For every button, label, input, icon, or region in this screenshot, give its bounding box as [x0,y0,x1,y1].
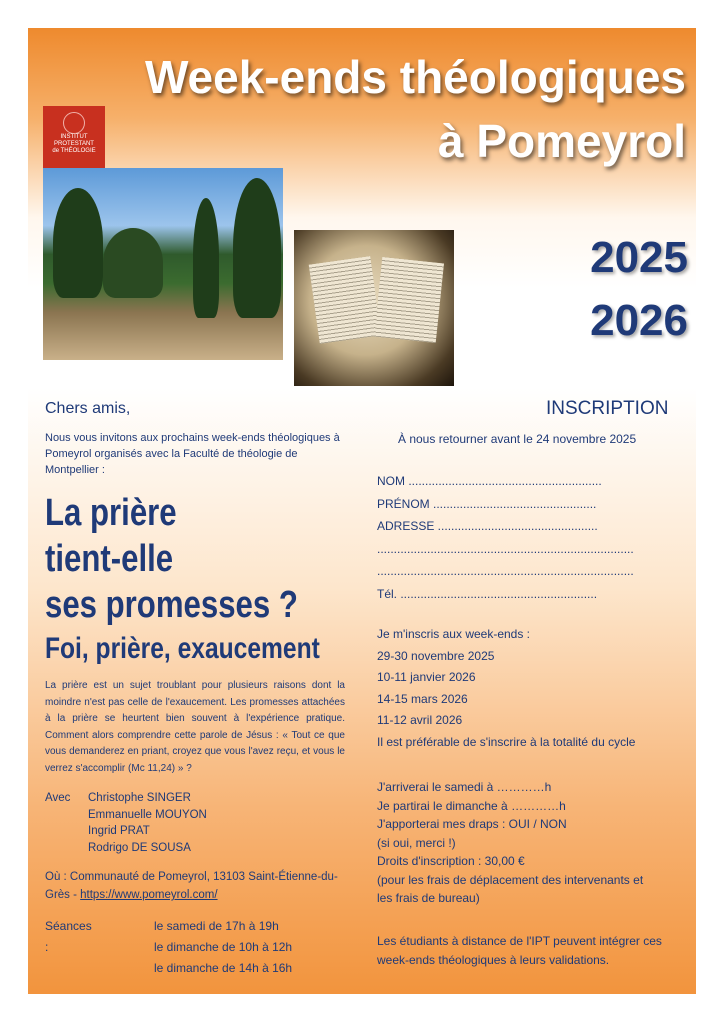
practical-info [377,778,643,908]
form-address-line[interactable]: ............................................................................. [377,564,634,578]
weekend-list [377,624,635,753]
ipt-logo [43,106,105,168]
subtitle: Foi, prière, exaucement [45,632,320,665]
arrival-line: J'arriverai le samedi à …………h [377,780,552,794]
logo-line: INSTITUT [60,134,88,140]
pomeyrol-photo [43,168,283,360]
departure-line: Je partirai le dimanche à …………h [377,798,566,813]
heading-line: ses promesses ? [45,584,298,626]
weekend-date: 14-15 mars 2026 [377,691,468,706]
speaker-name: Christophe SINGER [88,792,191,804]
session-time: le dimanche de 10h à 12h [154,940,293,954]
students-line: Les étudiants à distance de l'IPT peuvent intégrer ces [377,934,662,948]
main-heading [45,490,298,628]
fee-line: Droits d'inscription : 30,00 € [377,854,525,868]
poster [28,28,696,994]
avec-label: Avec [45,792,71,804]
seances-label: Séances : [45,919,92,954]
form-phone-line[interactable]: Tél. ........................................................... [377,586,598,601]
return-deadline: À nous retourner avant le 24 novembre 2025 [398,432,637,446]
sheets-line: J'apporterai mes draps : OUI / NON [377,817,567,831]
weekend-date: 29-30 novembre 2025 [377,648,495,663]
logo-line: de THÉOLOGIE [52,148,96,154]
title-line-1: Week-ends théologiques [144,51,686,103]
speaker-name: Rodrigo DE SOUSA [88,841,191,854]
fee-note: (pour les frais de déplacement des intervenants et [377,872,644,887]
speaker-name: Ingrid PRAT [88,825,150,837]
session-time: le samedi de 17h à 19h [154,919,279,933]
logo-line: PROTESTANT [54,141,94,147]
website-link[interactable]: https://www.pomeyrol.com/ [80,889,218,901]
logo-emblem-icon [63,112,85,134]
session-time: le dimanche de 14h à 16h [154,961,293,975]
form-address-line[interactable]: ADRESSE ................................................ [377,519,598,533]
heading-line: La prière [45,492,177,534]
inscription-heading: INSCRIPTION [546,398,669,419]
fee-note: les frais de bureau) [377,891,480,905]
bible-photo [294,230,454,386]
weekend-date: 11-12 avril 2026 [377,713,463,727]
location [45,868,345,904]
title-line-2: à Pomeyrol [438,115,686,167]
year-2026: 2026 [590,296,688,345]
description: La prière est un sujet troublant pour plusieurs raisons dont la moindre n'est pas celle de l'exaucement. Les promesses attachées à la prière se heurtent bien souvent à l'expérience pratique. Comment alors comprendre cette parole de Jésus : « Tout ce que vous demanderez en priant, croyez que vous l'avez reçu, et vous le verrez s'accomplir (Mc 11,24) » ? [45,680,345,774]
form-name-line[interactable]: NOM .......................................................... [377,474,602,488]
intro-text: Nous vous invitons aux prochains week-ends théologiques à Pomeyrol organisés avec la Faculté de théologie de Montpellier : [45,432,340,476]
cycle-note: Il est préférable de s'inscrire à la totalité du cycle [377,734,636,749]
weekends-label: Je m'inscris aux week-ends : [377,627,531,641]
location-text: Où : Communauté de Pomeyrol, 13103 Saint-Étienne-du-Grès - [45,871,338,901]
students-note [377,932,662,969]
greeting: Chers amis, [45,400,131,417]
year-2025: 2025 [590,233,688,282]
speaker-name: Emmanuelle MOUYON [88,808,207,821]
weekend-date: 10-11 janvier 2026 [377,670,476,684]
heading-line: tient-elle [45,538,174,580]
sheets-note: (si oui, merci !) [377,835,456,850]
students-line: week-ends théologiques à leurs validations. [377,952,610,967]
form-firstname-line[interactable]: PRÉNOM ................................................. [377,496,597,511]
registration-form [377,470,634,605]
form-address-line[interactable]: ............................................................................. [377,541,634,556]
